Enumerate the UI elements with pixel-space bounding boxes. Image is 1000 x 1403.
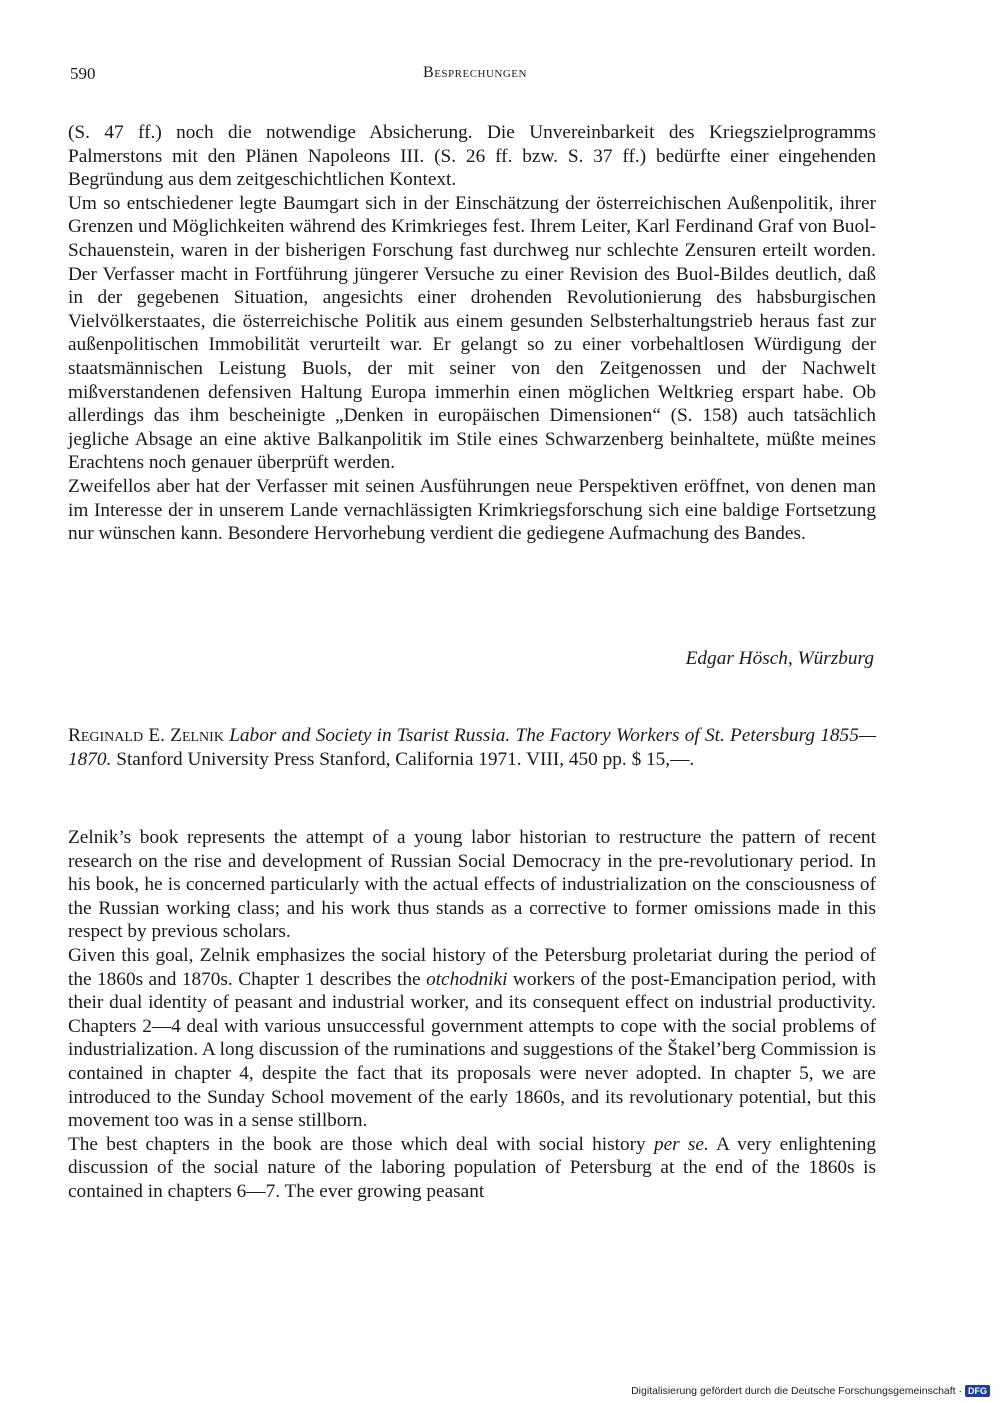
page-number: 590 — [70, 64, 96, 83]
dfg-logo-icon: DFG — [965, 1385, 990, 1397]
paragraph: Zweifellos aber hat der Verfasser mit seinen Ausführungen neue Perspektiven eröffnet, von denen man im Interesse der in unserem Lande vernachlässigten Krimkriegsforschung sich eine baldige Fortsetzung nur wünschen kann. Besondere Hervorhebung verdient die gediegene Aufmachung des Bandes. — [68, 475, 876, 545]
reviewer-signature: Edgar Hösch, Würzburg — [685, 648, 874, 669]
italic-term: otchodniki — [426, 968, 508, 990]
paragraph — [68, 1133, 876, 1204]
paragraph — [68, 944, 876, 1133]
italic-term: per se. — [653, 1133, 709, 1155]
review-bibliographic-heading — [68, 724, 876, 771]
publication-info: Stanford University Press Stanford, California 1971. VIII, 450 pp. $ 15,—. — [116, 748, 695, 770]
review-body — [68, 826, 876, 1204]
text-run: workers of the post-Emancipation period, with their dual identity of peasant and industrial worker, and its consequent effect on industrial productivity. Chapters 2—4 deal with various unsuccessful government attempts to cope with the social problems of industrialization. A long discussion of the ruminations and suggestions of the Štakel’berg Commission is contained in chapter 4, despite the fact that its proposals were never adopted. In chapter 5, we are introduced to the Sunday School movement of the early 1860s, and its revolutionary potential, but this movement too was in a sense stillborn. — [68, 968, 876, 1132]
paragraph: Zelnik’s book represents the attempt of a young labor historian to restructure the pattern of recent research on the rise and development of Russian Social Democracy in the pre-revolutionary period. In his book, he is concerned particularly with the actual effects of industrialization on the consciousness of the Russian working class; and his work thus stands as a corrective to former omissions made in this respect by previous scholars. — [68, 827, 876, 943]
review-continuation — [68, 121, 876, 546]
page-header — [70, 64, 880, 88]
book-title: Labor and Society in Tsarist Russia. The Factory Workers of St. Petersburg 1855—1870. — [68, 725, 876, 770]
footer-text: Digitalisierung gefördert durch die Deutsche Forschungsgemeinschaft · — [631, 1385, 962, 1397]
digitization-footer — [631, 1385, 990, 1397]
text-run: The best chapters in the book are those which deal with social history — [68, 1133, 646, 1155]
book-author: Reginald E. Zelnik — [68, 725, 224, 746]
paragraph: Um so entschiedener legte Baumgart sich in der Einschätzung der österreichischen Außenpolitik, ihrer Grenzen und Möglichkeiten während des Krimkrieges fest. Ihrem Leiter, Karl Ferdinand Graf von Buol-Schauenstein, waren in der bisherigen Forschung fast durchweg nur schlechte Zensuren erteilt worden. Der Verfasser macht in Fortführung jüngerer Versuche zu einer Revision des Buol-Bildes deutlich, daß in der gegebenen Situation, angesichts einer drohenden Revolutionierung des habsburgischen Vielvölkerstaates, die österreichische Politik aus einem gesunden Selbsterhaltungstrieb heraus fast zur außenpolitischen Immobilität verurteilt war. Er gelangt so zu einer vorbehaltlosen Würdigung der staatsmännischen Leistung Buols, der mit seiner von den Zeitgenossen und der Nachwelt mißverstandenen defensiven Haltung Europa immerhin einen möglichen Weltkrieg erspart habe. Ob allerdings das ihm bescheinigte „Denken in europäischen Dimensionen“ (S. 158) auch tatsächlich jegliche Absage an eine aktive Balkanpolitik im Stile eines Schwarzenberg beinhaltete, müßte meines Erachtens noch genauer überprüft werden. — [68, 192, 876, 474]
paragraph: (S. 47 ff.) noch die notwendige Absicherung. Die Unvereinbarkeit des Kriegszielprogramms Palmerstons mit den Plänen Napoleons III. (S. 26 ff. bzw. S. 37 ff.) bedürfte einer eingehenden Begründung aus dem zeitgeschichtlichen Kontext. — [68, 122, 876, 191]
text-run: A very enlightening discussion of the social nature of the laboring population of Petersburg at the end of the 1860s is contained in chapters 6—7. The ever growing peasant — [68, 1133, 876, 1202]
running-title: Besprechungen — [423, 64, 527, 81]
text-run: Given this goal, Zelnik emphasizes the social history of the Petersburg proletariat during the period of the 1860s and 1870s. Chapter 1 describes the — [68, 944, 876, 990]
